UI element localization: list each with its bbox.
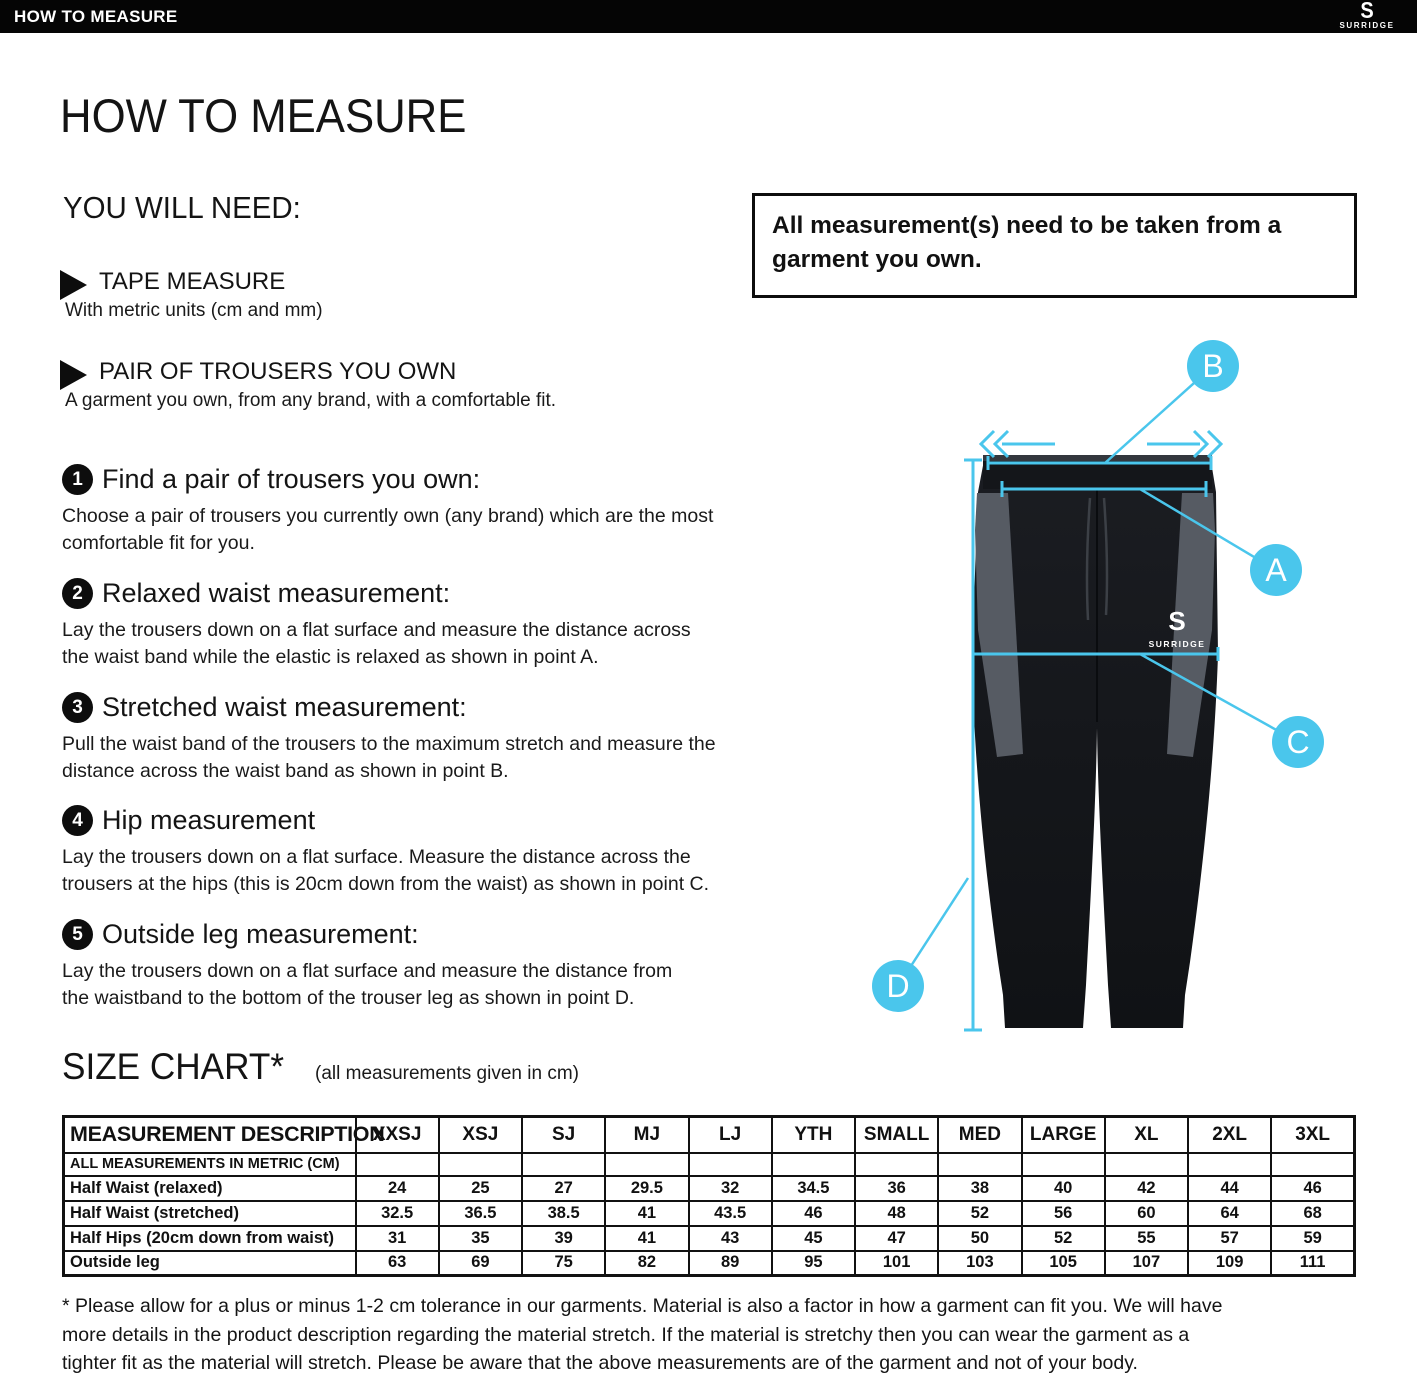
row-label-cell: Half Waist (stretched): [64, 1201, 356, 1226]
table-cell: 69: [439, 1251, 522, 1276]
table-cell: 82: [605, 1251, 688, 1276]
step-title: Outside leg measurement:: [102, 919, 419, 949]
step-description-line: trousers at the hips (this is 20cm down from the waist) as shown in point C.: [62, 873, 710, 895]
table-cell: 31: [356, 1226, 439, 1251]
table-cell: 32: [689, 1176, 772, 1201]
triangle-bullet-icon: [60, 270, 87, 300]
step-number-badge: 1: [62, 464, 93, 495]
table-cell: 32.5: [356, 1201, 439, 1226]
table-cell: 47: [855, 1226, 938, 1251]
table-cell: ALL MEASUREMENTS IN METRIC (CM): [64, 1153, 356, 1176]
size-chart-table: [62, 1115, 1356, 1277]
step-description: [62, 958, 722, 1012]
step-item: [62, 805, 722, 898]
table-header-cell: 3XL: [1271, 1117, 1354, 1153]
table-cell: 42: [1105, 1176, 1188, 1201]
point-d-label: D: [886, 968, 910, 1004]
table-cell: 50: [938, 1226, 1021, 1251]
step-description: [62, 503, 722, 557]
note-line: garment you own.: [772, 246, 982, 273]
need-item-title: PAIR OF TROUSERS YOU OWN: [99, 358, 457, 385]
table-cell: 48: [855, 1201, 938, 1226]
table-row: [64, 1176, 1355, 1201]
top-bar-title: HOW TO MEASURE: [14, 7, 178, 26]
step-item: [62, 464, 722, 557]
table-cell: [938, 1153, 1021, 1176]
table-header-row: [64, 1117, 1355, 1153]
top-bar: [0, 0, 1417, 33]
step-description-line: Lay the trousers down on a flat surface. Measure the distance across the: [62, 846, 691, 868]
step-description: [62, 731, 722, 785]
footnote-line: more details in the product description regarding the material stretch. If the material is stretchy then you can wear the garment as a: [62, 1323, 1190, 1346]
table-cell: 24: [356, 1176, 439, 1201]
table-header-cell: SMALL: [855, 1117, 938, 1153]
table-cell: 60: [1105, 1201, 1188, 1226]
table-cell: 41: [605, 1226, 688, 1251]
footnote-line: * Please allow for a plus or minus 1-2 cm tolerance in our garments. Material is also a factor in how a garment can fit you. We will have: [62, 1295, 1223, 1317]
table-cell: [855, 1153, 938, 1176]
step-description-line: comfortable fit for you.: [62, 532, 255, 554]
garment-logo-wordmark: SURRIDGE: [1148, 639, 1206, 649]
table-header-cell: LARGE: [1022, 1117, 1105, 1153]
garment-logo-s-icon: S: [1168, 606, 1186, 636]
table-header-cell: 2XL: [1188, 1117, 1271, 1153]
table-cell: 111: [1271, 1251, 1354, 1276]
table-cell: 52: [1022, 1226, 1105, 1251]
step-description-line: the waistband to the bottom of the trouser leg as shown in point D.: [62, 987, 635, 1009]
table-metric-note-row: [64, 1153, 1355, 1176]
step-item: [62, 692, 722, 785]
table-cell: 44: [1188, 1176, 1271, 1201]
trousers-measurement-diagram: [850, 330, 1410, 1050]
point-b-label: B: [1202, 348, 1224, 384]
step-number-badge: 5: [62, 919, 93, 950]
table-cell: 64: [1188, 1201, 1271, 1226]
step-description: [62, 617, 722, 671]
steps-list: [62, 464, 722, 1044]
size-chart-title: SIZE CHART*: [62, 1046, 285, 1087]
table-cell: [1105, 1153, 1188, 1176]
row-label-cell: Outside leg: [64, 1251, 356, 1276]
table-cell: 40: [1022, 1176, 1105, 1201]
step-number-badge: 3: [62, 692, 93, 723]
table-cell: 105: [1022, 1251, 1105, 1276]
table-cell: 45: [772, 1226, 855, 1251]
note-line: All measurement(s) need to be taken from a: [772, 212, 1282, 239]
point-a-label: A: [1265, 552, 1287, 588]
step-title: Relaxed waist measurement:: [102, 578, 451, 608]
table-cell: [772, 1153, 855, 1176]
step-title: Stretched waist measurement:: [102, 692, 467, 722]
step-description: [62, 844, 722, 898]
table-cell: [689, 1153, 772, 1176]
table-cell: 109: [1188, 1251, 1271, 1276]
surridge-s-icon: S: [1360, 0, 1374, 24]
table-cell: 57: [1188, 1226, 1271, 1251]
table-cell: 38: [938, 1176, 1021, 1201]
table-cell: 103: [938, 1251, 1021, 1276]
table-cell: 46: [1271, 1176, 1354, 1201]
table-header-cell: XXSJ: [356, 1117, 439, 1153]
table-cell: 75: [522, 1251, 605, 1276]
table-cell: [522, 1153, 605, 1176]
table-cell: 39: [522, 1226, 605, 1251]
triangle-bullet-icon: [60, 360, 87, 390]
table-cell: 46: [772, 1201, 855, 1226]
table-cell: [439, 1153, 522, 1176]
table-cell: 101: [855, 1251, 938, 1276]
table-cell: 35: [439, 1226, 522, 1251]
table-cell: 63: [356, 1251, 439, 1276]
step-description-line: Lay the trousers down on a flat surface and measure the distance across: [62, 619, 691, 641]
step-description-line: the waist band while the elastic is relaxed as shown in point A.: [62, 646, 599, 668]
step-title: Hip measurement: [102, 805, 316, 835]
table-cell: [356, 1153, 439, 1176]
you-will-need-heading: YOU WILL NEED:: [63, 190, 301, 225]
table-cell: [1188, 1153, 1271, 1176]
table-cell: 25: [439, 1176, 522, 1201]
table-cell: 38.5: [522, 1201, 605, 1226]
step-description-line: distance across the waist band as shown in point B.: [62, 760, 509, 782]
trousers-illustration: [850, 330, 1410, 1050]
table-cell: [1022, 1153, 1105, 1176]
table-cell: 36.5: [439, 1201, 522, 1226]
table-header-cell: XL: [1105, 1117, 1188, 1153]
table-cell: 89: [689, 1251, 772, 1276]
table-cell: 41: [605, 1201, 688, 1226]
table-header-cell: YTH: [772, 1117, 855, 1153]
row-label-cell: Half Hips (20cm down from waist): [64, 1226, 356, 1251]
waistband-top-edge: [983, 455, 1212, 461]
table-header-cell: MJ: [605, 1117, 688, 1153]
table-row: [64, 1201, 1355, 1226]
step-item: [62, 919, 722, 1012]
table-header-cell: XSJ: [439, 1117, 522, 1153]
table-cell: 34.5: [772, 1176, 855, 1201]
step-description-line: Pull the waist band of the trousers to the maximum stretch and measure the: [62, 733, 716, 755]
table-header-cell: MEASUREMENT DESCRIPTION: [64, 1117, 356, 1153]
step-description-line: Lay the trousers down on a flat surface and measure the distance from: [62, 960, 673, 982]
measurement-note-box: [752, 193, 1357, 298]
size-chart-subtitle: (all measurements given in cm): [315, 1063, 579, 1084]
step-item: [62, 578, 722, 671]
size-chart-table-body: [64, 1117, 1355, 1276]
step-title: Find a pair of trousers you own:: [102, 464, 481, 494]
table-header-cell: SJ: [522, 1117, 605, 1153]
table-cell: 43: [689, 1226, 772, 1251]
table-cell: 107: [1105, 1251, 1188, 1276]
surridge-logo: [1327, 1, 1407, 31]
step-number-badge: 4: [62, 805, 93, 836]
surridge-wordmark: SURRIDGE: [1339, 21, 1395, 30]
table-cell: 59: [1271, 1226, 1354, 1251]
table-cell: 95: [772, 1251, 855, 1276]
row-label-cell: Half Waist (relaxed): [64, 1176, 356, 1201]
table-row: [64, 1251, 1355, 1276]
table-cell: 52: [938, 1201, 1021, 1226]
table-cell: 43.5: [689, 1201, 772, 1226]
table-cell: 27: [522, 1176, 605, 1201]
page-title: HOW TO MEASURE: [60, 89, 467, 142]
table-header-cell: MED: [938, 1117, 1021, 1153]
step-description-line: Choose a pair of trousers you currently own (any brand) which are the most: [62, 505, 714, 527]
point-c-label: C: [1286, 724, 1310, 760]
table-cell: 36: [855, 1176, 938, 1201]
need-item-title: TAPE MEASURE: [99, 268, 286, 295]
table-cell: 55: [1105, 1226, 1188, 1251]
table-header-cell: LJ: [689, 1117, 772, 1153]
tolerance-footnote: [62, 1292, 1222, 1378]
footnote-line: tighter fit as the material will stretch. Please be aware that the above measurements are of the garment and not of your body.: [62, 1352, 1138, 1374]
table-cell: [605, 1153, 688, 1176]
table-row: [64, 1226, 1355, 1251]
need-item-description: A garment you own, from any brand, with a comfortable fit.: [65, 390, 557, 411]
table-cell: [1271, 1153, 1354, 1176]
table-cell: 68: [1271, 1201, 1354, 1226]
need-item-description: With metric units (cm and mm): [65, 300, 323, 321]
step-number-badge: 2: [62, 578, 93, 609]
table-cell: 56: [1022, 1201, 1105, 1226]
table-cell: 29.5: [605, 1176, 688, 1201]
